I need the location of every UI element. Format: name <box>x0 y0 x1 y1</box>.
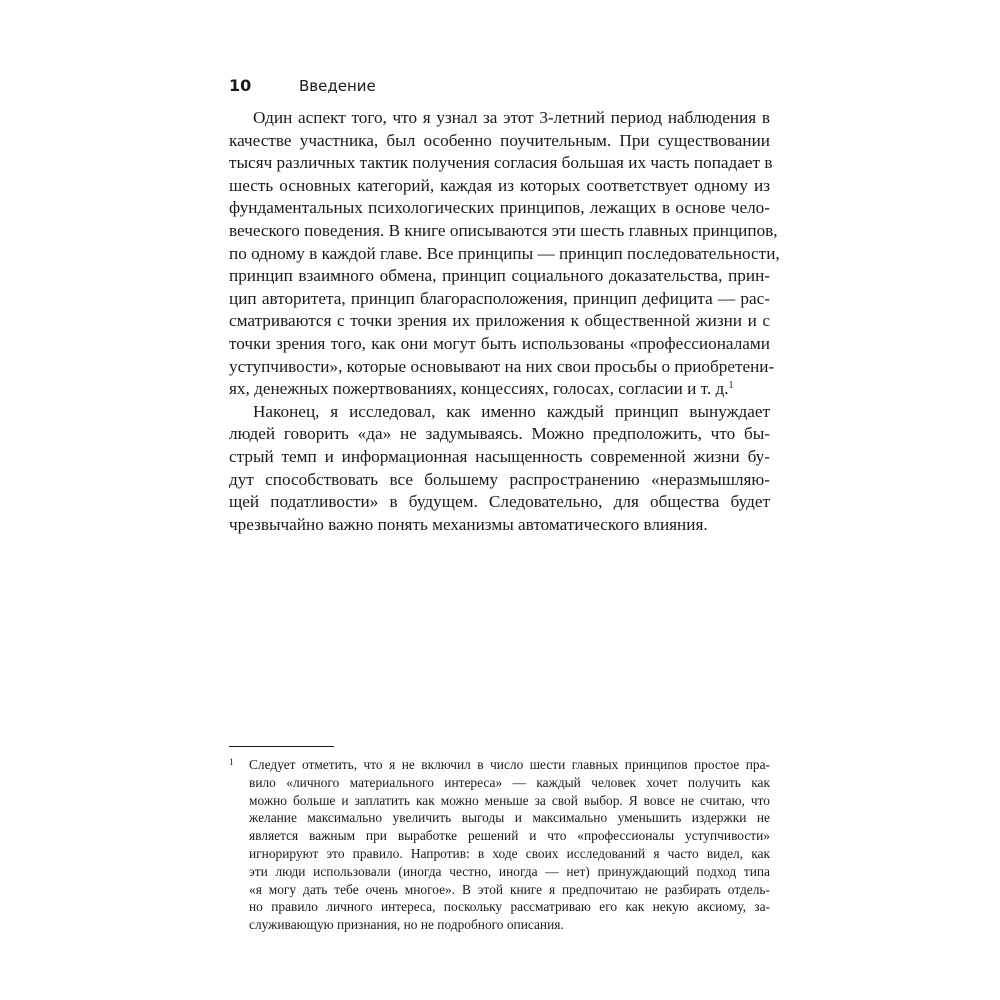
text-line: тысяч различных тактик получения согласия большая их часть попадает в <box>229 153 773 173</box>
text-line: цип авторитета, принцип благорасположения, принцип дефицита — рас- <box>229 288 770 308</box>
text-line: точки зрения того, как они могут быть использованы «профессионалами <box>229 333 770 353</box>
text-line: уступчивости», которые основывают на них свои просьбы о приобретени- <box>229 356 775 376</box>
text-line: качестве участника, был особенно поучительным. При существовании <box>229 130 770 150</box>
text-line-content: ях, денежных пожертвованиях, концессиях, голосах, согласии и т. д. <box>229 379 729 399</box>
footnote-divider <box>229 746 334 747</box>
text-line: веческого поведения. В книге описываются эти шесть главных принципов, <box>229 220 778 240</box>
text-line: Один аспект того, что я узнал за этот 3-летний период наблюдения в <box>253 108 770 127</box>
text-line: Наконец, я исследовал, как именно каждый принцип вынуждает <box>253 401 770 421</box>
text-line: сматриваются с точки зрения их приложения к общественной жизни и с <box>229 311 770 331</box>
text-line: по одному в каждой главе. Все принципы — принцип последовательности, <box>229 243 780 263</box>
footnote <box>229 756 770 934</box>
text-line <box>229 378 770 401</box>
footnote-line: эти люди использовали (иногда честно, иногда — нет) принуждающий подход типа <box>249 863 770 879</box>
text-line: принцип взаимного обмена, принцип социального доказательства, прин- <box>229 266 770 286</box>
text-line: стрый темп и информационная насыщенность современной жизни бу- <box>229 446 770 466</box>
footnote-line: желание максимально увеличить выгоды и максимально уменьшить издержки не <box>249 810 770 826</box>
footnote-line: служивающую признания, но не подробного описания. <box>249 917 564 933</box>
text-line: щей податливости» в будущем. Следовательно, для общества будет <box>229 492 770 512</box>
text-line: чрезвычайно важно понять механизмы автоматического влияния. <box>229 514 708 534</box>
footnote-line: «я могу дать тебе очень многое». В этой книге я предпочитаю не разбирать отдель- <box>249 881 770 897</box>
running-head-title: Введение <box>299 77 376 95</box>
footnote-line: является важным при выработке решений и что «профессионалы уступчивости» <box>249 828 770 844</box>
footnote-reference[interactable]: 1 <box>728 380 734 392</box>
page-header <box>229 76 376 100</box>
text-line: дут способствовать все большему распространению «неразмышляю- <box>229 469 770 489</box>
footnote-line: игнорируют это правило. Напротив: в ходе своих исследований я часто видел, как <box>249 845 770 861</box>
footnote-line: Следует отметить, что я не включил в число шести главных принципов простое пра- <box>249 757 770 772</box>
footnote-line: можно больше и заплатить как можно меньше за свой выбор. Я вовсе не считаю, что <box>249 792 770 808</box>
footnote-marker: 1 <box>229 757 234 767</box>
text-line: людей говорить «да» не задумываясь. Можно предположить, что бы- <box>229 424 770 444</box>
footnote-line: но правило личного интереса, поскольку рассматриваю его как некую аксиому, за- <box>249 899 770 915</box>
footnote-line: вило «личного материального интереса» — каждый человек хочет получить как <box>249 774 770 790</box>
text-line: шесть основных категорий, каждая из которых соответствует одному из <box>229 175 770 195</box>
text-line: фундаментальных психологических принципов, лежащих в основе чело- <box>229 198 770 218</box>
page-number: 10 <box>229 76 252 95</box>
main-text <box>229 107 780 536</box>
